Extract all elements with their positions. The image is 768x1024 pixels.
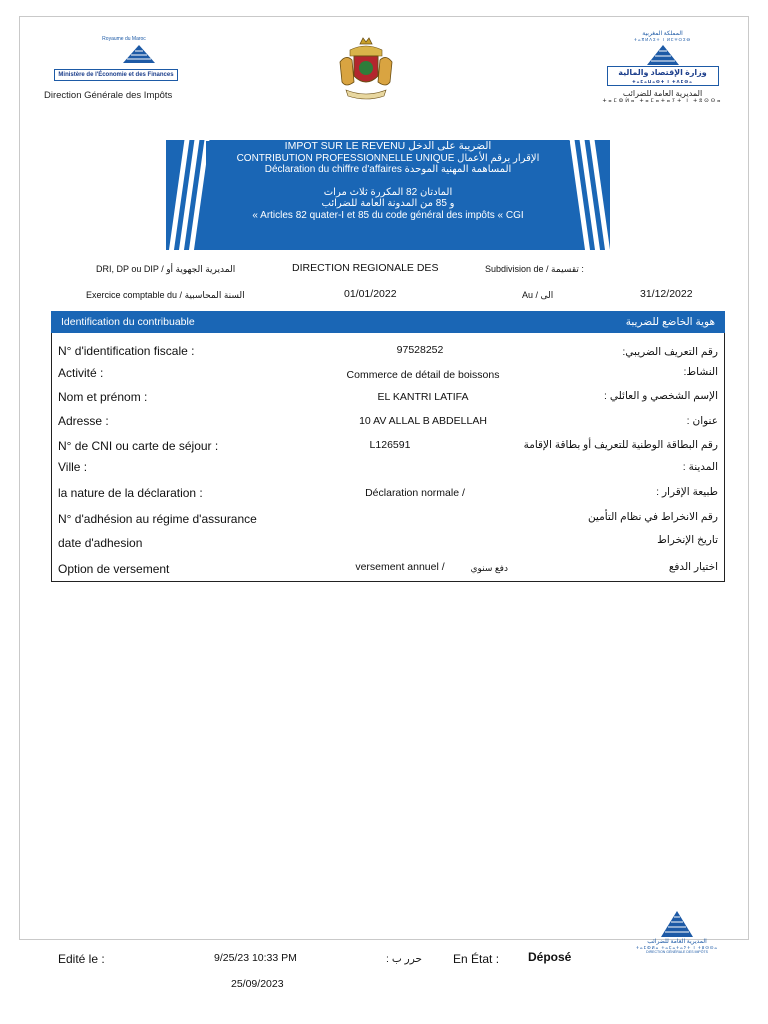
kingdom-label: Royaume du Maroc bbox=[102, 36, 146, 42]
address-value: 10 AV ALLAL B ABDELLAH bbox=[359, 415, 487, 427]
banner-line-6: « Articles 82 quater-I et 85 du code général des impôts « CGI bbox=[252, 209, 524, 221]
banner-line-5: و 85 من المدونة العامة للضرائب bbox=[321, 198, 455, 209]
royal-emblem-icon bbox=[336, 36, 396, 102]
payment-option-label: Option de versement bbox=[58, 562, 170, 576]
payment-option-value-ar: دفع سنوي bbox=[470, 563, 508, 573]
insurance-number-ar-label: رقم الانخراط في نظام التأمين bbox=[587, 511, 718, 523]
ministry-name: Ministère de l'Économie et des Finances bbox=[54, 69, 178, 81]
payment-option-value: versement annuel / bbox=[355, 561, 445, 573]
banner-line-4: المادتان 82 المكررة ثلاث مرات bbox=[323, 186, 453, 198]
subdivision-label: Subdivision de / تقسيمة : bbox=[485, 264, 584, 274]
activity-value: Commerce de détail de boissons bbox=[346, 369, 500, 381]
footer-logo-ar: المديرية العامة للضرائب bbox=[647, 939, 707, 945]
exercice-label: Exercice comptable du / السنة المحاسبية bbox=[86, 290, 245, 300]
banner-line-3: Déclaration du chiffre d'affaires المساهمة المهنية الموحدة bbox=[264, 164, 512, 175]
dri-value: DIRECTION REGIONALE DES bbox=[292, 262, 439, 274]
edited-label: Edité le : bbox=[58, 952, 105, 966]
address-ar-label: عنوان : bbox=[686, 415, 718, 427]
name-label: Nom et prénom : bbox=[58, 390, 148, 404]
edited-ar-label: حرر ب : bbox=[386, 953, 422, 965]
identification-title-ar: هوية الخاضع للضريبة bbox=[625, 316, 715, 328]
pyramid-logo-icon bbox=[646, 44, 680, 66]
declaration-type-label: la nature de la déclaration : bbox=[58, 486, 203, 500]
ministry-logo-left bbox=[44, 36, 192, 101]
au-label: Au / الى bbox=[522, 290, 554, 300]
footer-date: 25/09/2023 bbox=[231, 978, 284, 990]
kingdom-tifinagh-label: ⵜⴰⴳⵍⴷⵉⵜ ⵏ ⵍⵎⵖⵔⵉⴱ bbox=[633, 37, 692, 42]
activity-label: Activité : bbox=[58, 366, 104, 380]
insurance-number-label: N° d'adhésion au régime d'assurance bbox=[58, 512, 257, 526]
pyramid-logo-icon bbox=[660, 910, 694, 938]
footer-logo-fr: DIRECTION GÉNÉRALE DES IMPÔTS bbox=[646, 950, 708, 954]
cni-value: L126591 bbox=[369, 439, 411, 451]
payment-option-ar-label: اختيار الدفع bbox=[668, 561, 718, 573]
cni-ar-label: رقم البطاقة الوطنية للتعريف أو بطاقة الإقامة bbox=[523, 439, 718, 451]
name-value: EL KANTRI LATIFA bbox=[377, 391, 469, 403]
name-ar-label: الإسم الشخصي و العائلي : bbox=[604, 390, 718, 402]
edited-datetime: 9/25/23 10:33 PM bbox=[214, 952, 297, 964]
activity-ar-label: النشاط: bbox=[683, 366, 718, 378]
city-ar-label: المدينة : bbox=[682, 461, 718, 473]
banner-line-1: IMPOT SUR LE REVENU الضريبة على الدخل bbox=[284, 140, 492, 152]
address-label: Adresse : bbox=[58, 414, 109, 428]
cni-label: N° de CNI ou carte de séjour : bbox=[58, 439, 219, 453]
identification-title-fr: Identification du contribuable bbox=[61, 316, 195, 328]
dgi-ar-label: المديرية العامة للضرائب bbox=[622, 89, 703, 98]
declaration-type-ar-label: طبيعة الإقرار : bbox=[656, 486, 718, 498]
adhesion-date-label: date d'adhesion bbox=[58, 536, 143, 550]
footer-logo-tifinagh: ⵜⴰⵎⵀⵍⴰ ⵜⴰⵎⴰⵜⴰⵢⵜ ⵏ ⵜⵓⵙⵙⴰ bbox=[635, 945, 719, 950]
pyramid-logo-icon bbox=[122, 44, 156, 64]
declaration-type-value: Déclaration normale / bbox=[365, 487, 465, 499]
city-label: Ville : bbox=[58, 460, 88, 474]
ministry-logo-right bbox=[590, 30, 735, 104]
fiscal-id-label: N° d'identification fiscale : bbox=[58, 344, 195, 358]
dgi-label: Direction Générale des Impôts bbox=[44, 90, 173, 101]
banner-text bbox=[206, 141, 570, 249]
declaration-banner bbox=[166, 140, 610, 250]
adhesion-date-ar-label: تاريخ الإنخراط bbox=[657, 534, 718, 546]
exercice-from: 01/01/2022 bbox=[344, 288, 397, 300]
dgi-tifinagh-label: ⵜⴰⵎⵀⵍⴰ ⵜⴰⵎⴰⵜⴰⵢⵜ ⵏ ⵜⵓⵙⵙⴰ bbox=[602, 98, 723, 104]
ministry-ar-label: وزارة الإقتصاد والمالية bbox=[618, 68, 707, 77]
exercice-to: 31/12/2022 bbox=[640, 288, 693, 300]
dgi-footer-logo bbox=[622, 910, 732, 954]
fiscal-id-ar-label: رقم التعريف الضريبي: bbox=[622, 346, 718, 358]
ministry-tifinagh-label: ⵜⴰⵎⴰⵡⴰⵙⵜ ⵏ ⵜⴷⵎⵙⴰ bbox=[632, 79, 693, 84]
state-value: Déposé bbox=[528, 950, 572, 964]
identification-header bbox=[51, 311, 725, 333]
dri-label: DRI, DP ou DIP / المديرية الجهوية أو bbox=[96, 264, 236, 274]
state-label: En État : bbox=[453, 952, 500, 966]
kingdom-ar-label: المملكة المغربية bbox=[642, 31, 683, 37]
ministry-name-ar bbox=[607, 66, 719, 86]
fiscal-id-value: 97528252 bbox=[396, 344, 444, 356]
banner-line-2: CONTRIBUTION PROFESSIONNELLE UNIQUE الإقرار برقم الأعمال bbox=[236, 152, 540, 164]
